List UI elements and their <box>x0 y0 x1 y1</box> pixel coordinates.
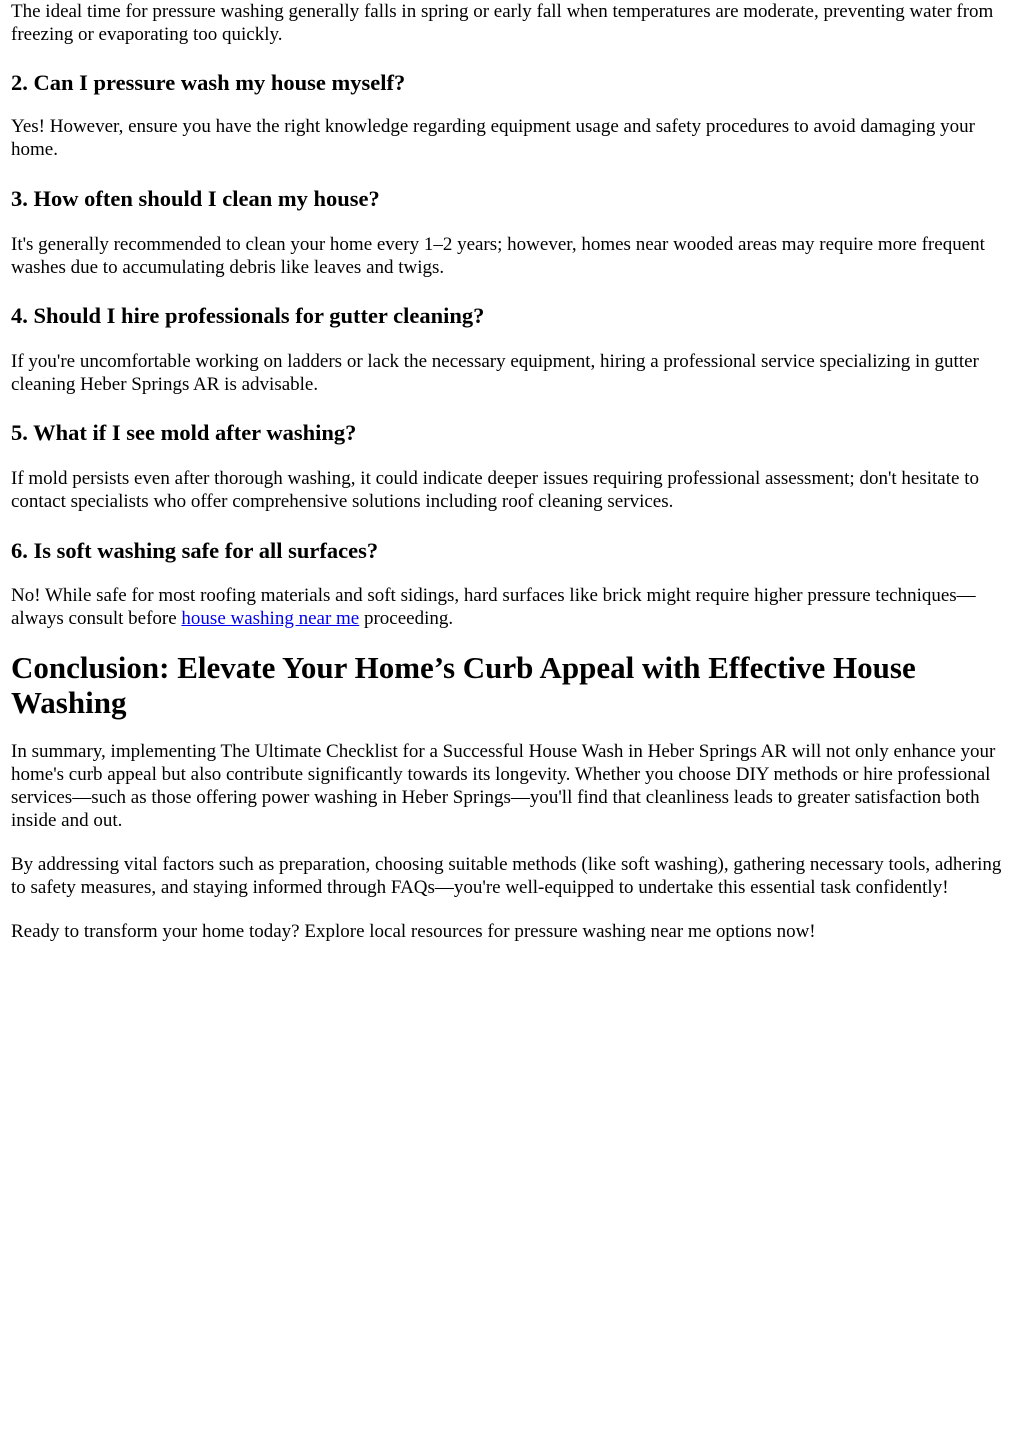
conclusion-paragraph-1: In summary, implementing The Ultimate Checklist for a Successful House Wash in Heber Springs AR will not only enhance your home's curb appeal but also contribute significantly towards its longevity. Whether you choose DIY methods or hire professional services—such as those offering power washing in Heber Springs—you'll find that cleanliness leads to greater satisfaction both inside and out. <box>11 741 996 831</box>
faq-answer-6 <box>11 584 1014 630</box>
faq-answer-5: If mold persists even after thorough washing, it could indicate deeper issues requiring professional assessment; don't hesitate to contact specialists who offer comprehensive solutions including roof cleaning services. <box>11 468 979 512</box>
conclusion-heading: Conclusion: Elevate Your Home’s Curb Appeal with Effective House Washing <box>11 650 916 720</box>
faq-question-4: 4. Should I hire professionals for gutter cleaning? <box>11 303 485 328</box>
faq-answer-2: Yes! However, ensure you have the right knowledge regarding equipment usage and safety procedures to avoid damaging your home. <box>11 116 975 160</box>
faq-answer-4: If you're uncomfortable working on ladders or lack the necessary equipment, hiring a professional service specializing in gutter cleaning Heber Springs AR is advisable. <box>11 351 979 395</box>
faq-answer-6-text-before-link: No! While safe for most roofing materials and soft sidings, hard surfaces like brick might require higher pressure techniques—always consult before <box>11 585 976 629</box>
conclusion-paragraph-2: By addressing vital factors such as preparation, choosing suitable methods (like soft washing), gathering necessary tools, adhering to safety measures, and staying informed through FAQs—you're well-equipped to undertake this essential task confidently! <box>11 854 1002 898</box>
faq-answer-1: The ideal time for pressure washing generally falls in spring or early fall when temperatures are moderate, preventing water from freezing or evaporating too quickly. <box>11 1 994 45</box>
faq-question-2: 2. Can I pressure wash my house myself? <box>11 70 406 95</box>
faq-question-5: 5. What if I see mold after washing? <box>11 420 357 445</box>
faq-question-6: 6. Is soft washing safe for all surfaces? <box>11 538 379 563</box>
faq-answer-6-text-after-link: proceeding. <box>359 608 454 629</box>
house-washing-near-me-link[interactable]: house washing near me <box>181 608 360 629</box>
conclusion-paragraph-3: Ready to transform your home today? Explore local resources for pressure washing near me options now! <box>11 921 816 942</box>
faq-question-3: 3. How often should I clean my house? <box>11 186 380 211</box>
faq-answer-3: It's generally recommended to clean your home every 1–2 years; however, homes near wooded areas may require more frequent washes due to accumulating debris like leaves and twigs. <box>11 234 985 278</box>
